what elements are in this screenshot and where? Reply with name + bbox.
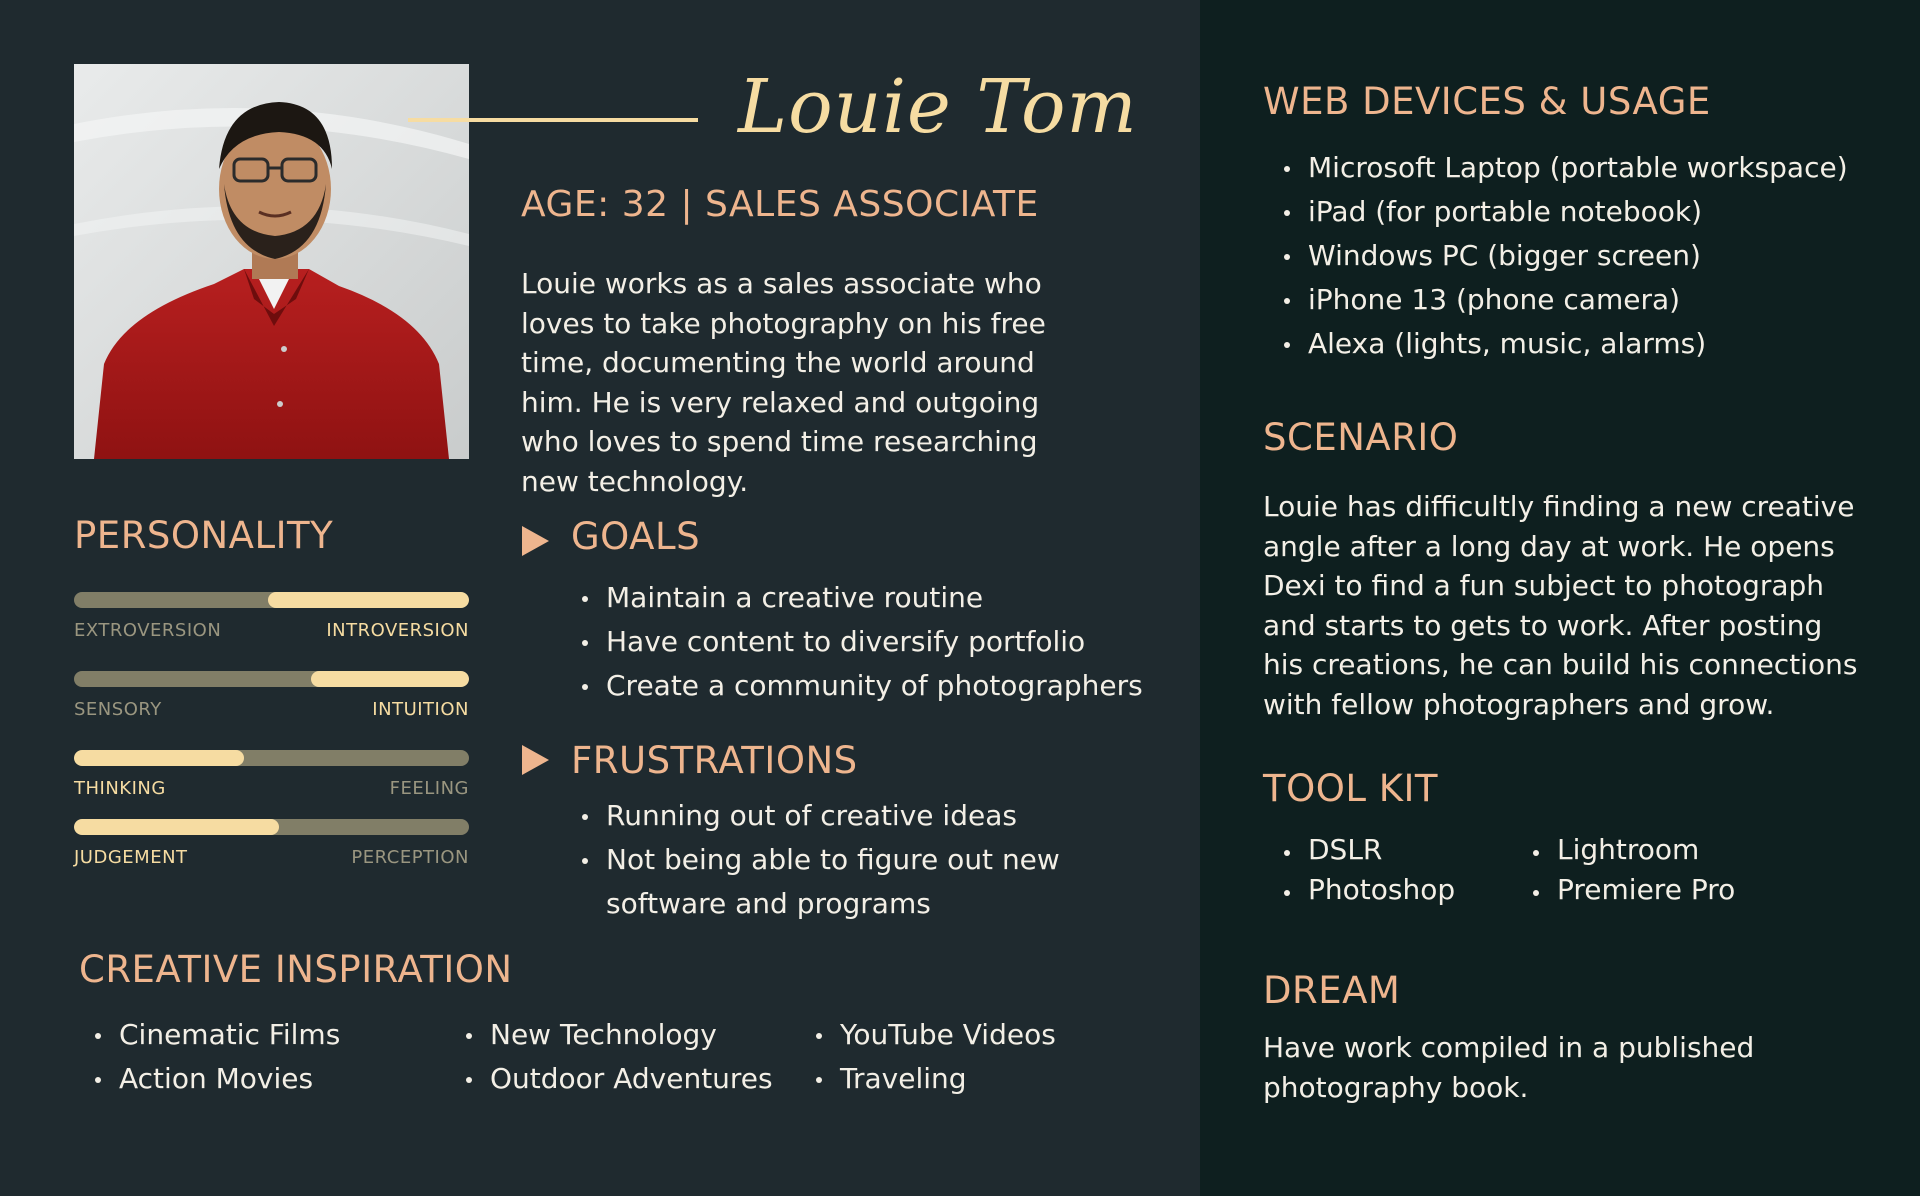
list-item: Running out of creative ideas [576,794,1060,838]
trait-slider-fill [268,592,469,608]
trait-slider-fill [74,819,279,835]
trait-slider-track [74,750,469,766]
list-item: YouTube Videos [810,1013,1056,1057]
trait-left-label: SENSORY [74,699,162,720]
dream-text: Have work compiled in a published photography book. [1263,1031,1755,1104]
trait-right-label: FEELING [389,778,469,799]
list-item: DSLR [1278,830,1455,870]
devices-heading: WEB DEVICES & USAGE [1263,80,1711,123]
persona-photo [74,64,469,459]
persona-name: Louie Tom [738,64,1138,150]
dream-heading: DREAM [1263,969,1401,1012]
toolkit-heading: TOOL KIT [1263,767,1438,810]
list-item: iPad (for portable notebook) [1278,190,1848,234]
list-item: Have content to diversify portfolio [576,620,1143,664]
list-item: Alexa (lights, music, alarms) [1278,322,1848,366]
persona-bio: Louie works as a sales associate who loves to take photography on his free time, documenting the world around him. He is very relaxed and outgoing who loves to spend time researching new technology. [521,267,1046,498]
goals-arrow-icon [522,526,549,556]
trait-right-label: PERCEPTION [351,847,469,868]
toolkit-col-1 [1278,830,1455,910]
persona-subtitle: AGE: 32 | SALES ASSOCIATE [521,184,1039,225]
trait-right-label: INTROVERSION [326,620,469,641]
list-item: New Technology [460,1013,773,1057]
list-item: iPhone 13 (phone camera) [1278,278,1848,322]
list-item: Windows PC (bigger screen) [1278,234,1848,278]
scenario-text: Louie has difficultly finding a new creative angle after a long day at work. He opens Dexi to find a fun subject to photograph and starts to gets to work. After posting his creations, he can build his connections with fellow photographers and grow. [1263,490,1858,721]
goals-list [576,576,1143,708]
trait-left-label: JUDGEMENT [74,847,188,868]
list-item: software and programs [606,887,931,920]
frustrations-list [576,794,1060,926]
list-item: Traveling [810,1057,1056,1101]
trait-right-label: INTUITION [372,699,469,720]
list-item: Microsoft Laptop (portable workspace) [1278,146,1848,190]
personality-heading: PERSONALITY [74,514,334,557]
list-item: Maintain a creative routine [576,576,1143,620]
list-item: Photoshop [1278,870,1455,910]
goals-heading: GOALS [571,515,701,558]
toolkit-col-2 [1527,830,1735,910]
inspiration-col-1 [89,1013,340,1101]
trait-slider-fill [311,671,469,687]
portrait-illustration [74,64,469,459]
inspiration-col-2 [460,1013,773,1101]
inspiration-col-3 [810,1013,1056,1101]
list-item: Lightroom [1527,830,1735,870]
frustrations-arrow-icon [522,745,549,775]
list-item: Premiere Pro [1527,870,1735,910]
list-item: Action Movies [89,1057,340,1101]
trait-slider-track [74,819,469,835]
trait-slider-fill [74,750,244,766]
list-item: Cinematic Films [89,1013,340,1057]
name-underline [408,118,698,122]
scenario-heading: SCENARIO [1263,416,1459,459]
list-item: Not being able to figure out new [576,838,1060,882]
frustrations-heading: FRUSTRATIONS [571,739,858,782]
trait-left-label: EXTROVERSION [74,620,222,641]
trait-slider-track [74,671,469,687]
list-item: Outdoor Adventures [460,1057,773,1101]
list-item: Create a community of photographers [576,664,1143,708]
trait-left-label: THINKING [74,778,166,799]
inspiration-heading: CREATIVE INSPIRATION [79,948,513,991]
trait-slider-track [74,592,469,608]
devices-list [1278,146,1848,366]
